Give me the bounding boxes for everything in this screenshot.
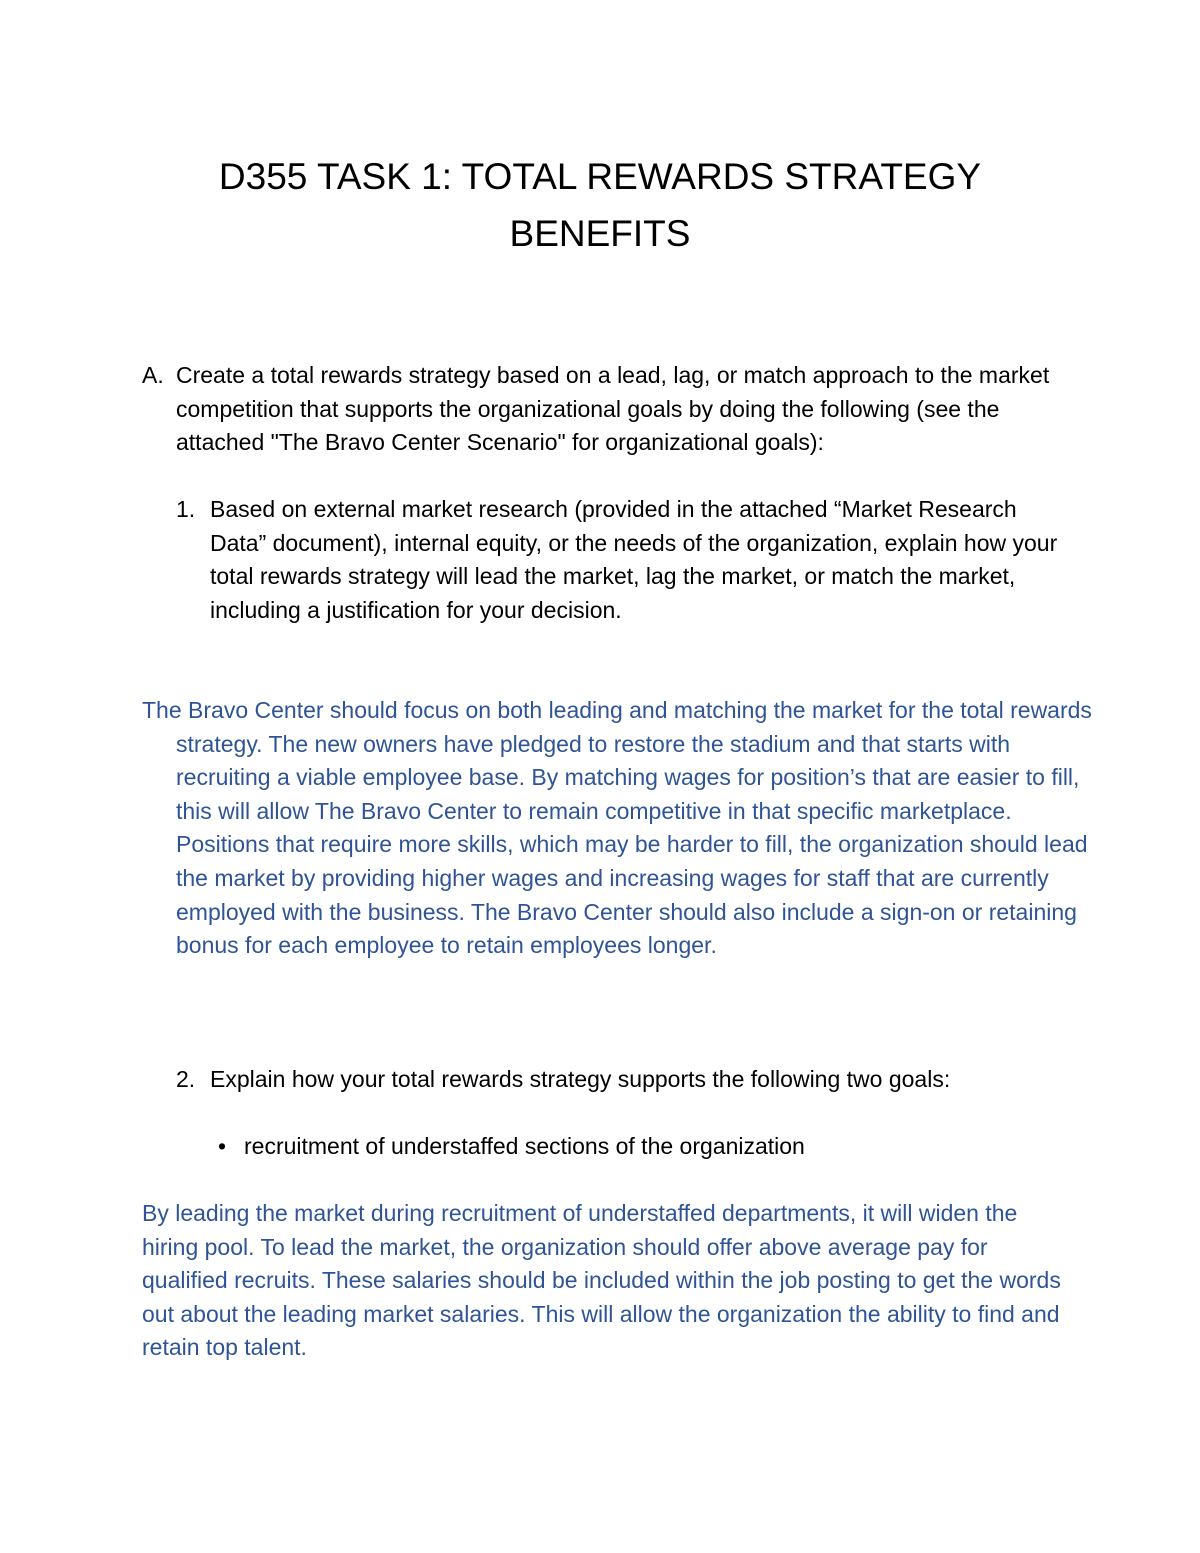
answer-1-paragraph: The Bravo Center should focus on both leading and matching the market for the total rewards strategy. The new owners have pledged to restore the stadium and that starts with recruiting a viable employee base. By matching wages for position’s that are easier to fill, this will allow The Bravo Center to remain competitive in that specific marketplace. Positions that require more skills, which may be harder to fill, the organization should lead the market by providing higher wages and increasing wages for staff that are currently employed with the business. The Bravo Center should also include a sign-on or retaining bonus for each employee to retain employees longer. (142, 697, 1092, 959)
item-1-text: Based on external market research (provided in the attached “Market Research Data” document), internal equity, or the needs of the organization, explain how your total rewards strategy will lead the market, lag the market, or match the market, including a justification for your decision. (210, 496, 1058, 623)
numbered-item-1 (176, 493, 1066, 627)
item-2-text: Explain how your total rewards strategy supports the following two goals: (210, 1066, 951, 1092)
section-a (142, 359, 1072, 460)
answer-2-paragraph: By leading the market during recruitment of understaffed departments, it will widen the hiring pool. To lead the market, the organization should offer above average pay for qualified recruits. These salaries should be included within the job posting to get the words out about the leading market salaries. This will allow the organization the ability to find and retain top talent. (142, 1200, 1061, 1361)
bullet-icon: • (217, 1133, 227, 1159)
section-a-text: Create a total rewards strategy based on a lead, lag, or match approach to the market competition that supports the organizational goals by doing the following (see the attached "The Bravo Center Scenario" for organizational goals): (176, 362, 1050, 456)
item-1-marker: 1. (176, 496, 196, 522)
title-line-2: BENEFITS (509, 213, 691, 254)
numbered-item-2 (176, 1063, 1066, 1097)
bullet-1-text: recruitment of understaffed sections of the organization (244, 1133, 805, 1159)
document-title (100, 148, 1100, 262)
item-2-marker: 2. (176, 1066, 196, 1092)
section-a-marker: A. (142, 362, 164, 388)
title-line-1: D355 TASK 1: TOTAL REWARDS STRATEGY (218, 156, 982, 197)
bullet-item-1 (210, 1130, 1070, 1164)
